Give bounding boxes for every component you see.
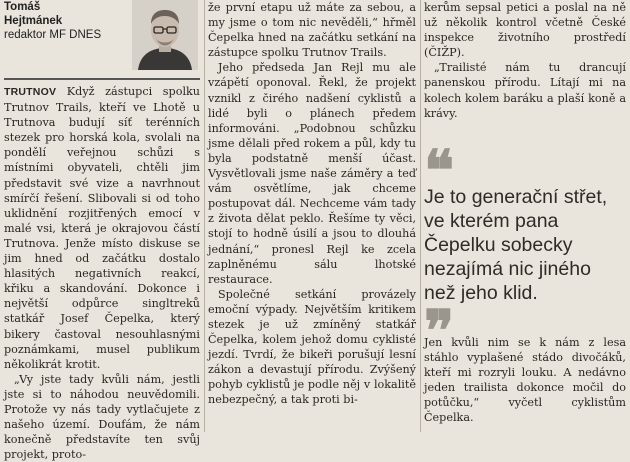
author-portrait-icon	[132, 0, 198, 70]
paragraph: že první etapu už máte za sebou, a my jsme o tom nic nevěděli,“ hřměl Čepelka hned na začátku setkání na zástupce spolku Trutnov Trails.	[208, 1, 416, 60]
byline	[4, 0, 200, 76]
paragraph: kerům sepsal petici a poslal na ně už několik kontrol včetně České inspekce životního prostředí (ČIŽP).	[424, 1, 626, 60]
column-rule	[204, 0, 205, 432]
paragraph	[4, 84, 200, 372]
paragraph: „Trailisté nám tu drancují panenskou přírodu. Lítají mi na kolech kolem baráku a plaší koně a krávy.	[424, 61, 626, 120]
dateline: TRUTNOV	[4, 86, 57, 98]
paragraph: Jen kvůli nim se k nám z lesa stáhlo vyplašené stádo divočáků, kteří mi rozryli louku. A nedávno jeden trailista dokonce močil do potůčku,“ vyčetl cyklistům Čepelka.	[424, 335, 626, 425]
column-rule	[420, 0, 421, 432]
paragraph-text: Když zástupci spolku Trutnov Trails, kteří ve Lhotě u Trutnova budují síť terénních stezek pro horská kola, svolali na pondělí veřejnou schůzi s místními obyvateli, chtěli jim představit své vize a navrhnout smírčí řešení. Slibovali si od toho uklidnění rozjitřených emocí v malé vsi, která je okrajovou částí Trutnova. Jenže místo diskuse se jim hned od začátku dostalo hlasitých negativních reakcí, křiku a skandování. Dokonce i největší odpůrce singltreků statkář Josef Čepelka, který bikery častoval nesouhlasnými poznámkami, musel publikum několikrát krotit.	[4, 85, 201, 371]
byline-divider	[4, 78, 200, 80]
article-column-2	[208, 0, 416, 432]
paragraph: Jeho předseda Jan Rejl mu ale vzápětí oponoval. Řekl, že projekt vznikl z čirého nadšení cyklistů a lidé byli o plánech předem informováni. „Podobnou schůzku jsme dělali před rokem a půl, kdy tu byla podstatně menší účast. Vysvětlovali jsme naše záměry a teď vám osvětlíme, jak chceme postupovat dál. Nechceme vám tady z života dělat peklo. Řešíme ty věci, stojí to hodně úsilí a jsou to dlouhá jednání,“ pronesl Rejl ke zcela zaplněnému sálu lhotské restaurace.	[208, 61, 416, 286]
pull-quote	[424, 137, 626, 364]
author-photo	[132, 0, 198, 70]
paragraph: „Vy jste tady kvůli nám, jestli jste si to náhodou neuvědomili. Protože vy nás tady vytlačujete z našeho území. Doufám, že nám konečně představíte ten svůj projekt, proto-	[4, 372, 200, 462]
paragraph: Společné setkání provázely emoční výpady. Největším kritikem stezek je už zmíněný statkář Čepelka, kolem jehož domu cyklisté jezdí. Tvrdí, že bikeři porušují lesní zákon a devastují přírodu. Zvýšený pohyb cyklistů je podle něj v lokalitě nebezpečný, a tak proti bi-	[208, 287, 416, 407]
open-quote-icon: ❝	[424, 137, 455, 204]
author-last-name: Hejtmánek	[4, 15, 63, 27]
author-first-name: Tomáš	[4, 1, 41, 13]
close-quote-icon: ❞	[424, 297, 455, 364]
author-role: redaktor MF DNES	[4, 29, 102, 41]
article-column-3	[424, 0, 626, 432]
article-column-1	[4, 0, 201, 462]
pull-quote-text: Je to generační střet, ve kterém pana Čepelku sobecky nezajímá nic jiného než jeho klid.	[424, 185, 608, 304]
